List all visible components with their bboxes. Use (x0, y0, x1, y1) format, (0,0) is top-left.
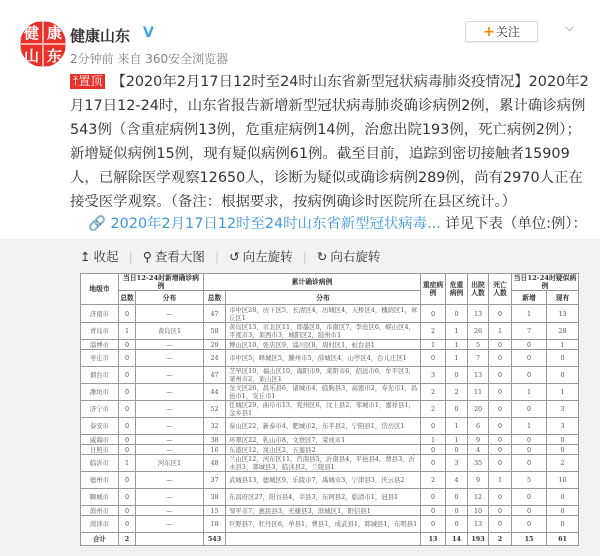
cell-cum-total: 32 (204, 418, 226, 435)
cell-severe: 0 (421, 506, 446, 516)
cell-deaths: 0 (489, 305, 512, 323)
table-row (81, 489, 579, 506)
cell-deaths: 2 (489, 533, 512, 546)
cell-severe: 0 (421, 489, 446, 506)
cell-new-dist: — (136, 445, 204, 455)
cell-critical: 0 (446, 516, 468, 533)
cell-severe: 1 (421, 435, 446, 445)
cell-critical: 1 (446, 418, 468, 435)
cell-cum-dist: 泰山区22，新泰市4，肥城市2，东平县2，宁阳县1，岱岳区1 (226, 418, 421, 435)
cell-new-total: 0 (119, 305, 136, 323)
cell-sus-cur: 10 (547, 472, 579, 489)
cell-sus-new: 0 (512, 435, 547, 445)
header-suspect-group: 当日12-24时疑似病例 (512, 274, 579, 291)
divider: | (128, 248, 133, 264)
cell-discharged: 4 (468, 445, 489, 455)
cell-discharged: 13 (468, 367, 489, 384)
table-row (81, 401, 579, 418)
table-row (81, 516, 579, 533)
cell-severe: 0 (421, 350, 446, 367)
cell-critical: 2 (446, 384, 468, 401)
table-row (81, 506, 579, 516)
author-name[interactable]: 健康山东 (70, 27, 131, 45)
cell-deaths: 0 (489, 340, 512, 350)
cell-city: 烟台市 (81, 367, 119, 384)
cell-sus-cur: 0 (547, 506, 579, 516)
cell-city: 滨州市 (81, 506, 119, 516)
cell-new-total: 0 (119, 401, 136, 418)
cell-sus-new: 1 (512, 418, 547, 435)
cell-deaths: 0 (489, 455, 512, 472)
cell-cum-total: 16 (204, 445, 226, 455)
avatar-char: 健 (20, 21, 43, 44)
cell-new-total: 0 (119, 472, 136, 489)
cell-city: 枣庄市 (81, 350, 119, 367)
table-row (81, 340, 579, 350)
cell-sus-new: 1 (512, 305, 547, 323)
cell-cum-total: 37 (204, 472, 226, 489)
cell-new-dist: — (136, 350, 204, 367)
cell-critical: 0 (446, 305, 468, 323)
rotate-left-icon: ↺ (229, 248, 240, 264)
cell-new-total: 0 (119, 435, 136, 445)
pin-label: 置顶 (78, 74, 103, 88)
cell-deaths: 0 (489, 418, 512, 435)
cell-critical: 4 (446, 472, 468, 489)
header-discharged: 出院人数 (468, 274, 489, 305)
cell-sus-new: 15 (512, 533, 547, 546)
cell-deaths: 0 (489, 401, 512, 418)
cell-deaths: 0 (489, 506, 512, 516)
post-meta: 2分钟前 来自 360安全浏览器 (70, 52, 229, 66)
cell-new-total: 1 (119, 455, 136, 472)
cell-sus-new: 0 (512, 516, 547, 533)
cell-deaths: 1 (489, 472, 512, 489)
table-row (81, 472, 579, 489)
cell-new-dist: — (136, 367, 204, 384)
data-table-image[interactable] (80, 273, 578, 546)
cell-critical: 1 (446, 350, 468, 367)
header-cum-total: 总数 (204, 291, 226, 305)
cell-critical: 1 (446, 323, 468, 340)
cell-new-total: 0 (119, 445, 136, 455)
cell-new-dist: — (136, 418, 204, 435)
cell-discharged: 9 (468, 472, 489, 489)
table-row (81, 445, 579, 455)
cell-severe: 2 (421, 472, 446, 489)
cell-city: 潍坊市 (81, 384, 119, 401)
rotate-right-icon: ↻ (316, 248, 328, 264)
cell-new-total: 0 (119, 418, 136, 435)
cell-cum-total: 38 (204, 435, 226, 445)
cell-new-dist: — (136, 435, 204, 445)
cell-cum-total: 58 (204, 323, 226, 340)
table-row (81, 323, 579, 340)
rotate-left-label: 向左旋转 (242, 249, 293, 264)
table-row (81, 435, 579, 445)
divider: | (214, 248, 220, 264)
cell-city: 威海市 (81, 435, 119, 445)
cell-cum-dist: 芝罘区10，福山区10，海阳市9，莱阳市6，招远市6，牟平区3，莱州市2，莱山区1 (226, 367, 421, 384)
cell-critical: 0 (446, 506, 468, 516)
cell-discharged: 5 (468, 340, 489, 350)
cell-new-dist: — (136, 305, 204, 323)
cell-cum-total: 47 (204, 305, 226, 323)
epidemic-table (80, 273, 579, 546)
cell-severe: 2 (421, 323, 446, 340)
cell-deaths: 0 (489, 435, 512, 445)
header-suspect-current: 现有 (547, 291, 579, 305)
media-panel (0, 239, 600, 556)
cell-cum-total: 47 (204, 367, 226, 384)
cell-cum-dist: 博山区10，张店区9，淄川区8，周村区1，桓台县1 (226, 340, 421, 350)
author-avatar[interactable] (20, 21, 66, 67)
cell-new-total: 0 (119, 506, 136, 516)
cell-new-dist: — (136, 340, 204, 350)
table-row (81, 305, 579, 323)
table-row (81, 455, 579, 472)
cell-cum-dist: 黄岛区13，市北区11，即墨区8，市南区7，李沧区6，崂山区4，平度市3，莱西市3，城阳区2，胶州市1 (226, 323, 421, 340)
cell-city: 泰安市 (81, 418, 119, 435)
collapse-label: 收起 (93, 249, 119, 264)
cell-sus-new: 7 (512, 323, 547, 340)
pinned-badge: ⤒置顶 (70, 74, 105, 89)
cell-cum-dist: 市中区28，历下区5，长清区4，历城区4，天桥区4，槐荫区1，章丘区1 (226, 305, 421, 323)
cell-new-total: 1 (119, 323, 136, 340)
link-text: 2020年2月17日12时至24时山东省新型冠状病毒... (110, 216, 441, 232)
follow-button[interactable] (465, 21, 538, 42)
cell-cum-total: 38 (204, 489, 226, 506)
cell-discharged: 20 (468, 401, 489, 418)
link-suffix: 详见下表（单位:例）： (445, 216, 587, 232)
header-critical: 危重病例 (446, 274, 468, 305)
cell-city: 菏泽市 (81, 516, 119, 533)
cell-city: 日照市 (81, 445, 119, 455)
cell-sus-new: 0 (512, 367, 547, 384)
image-toolbar (80, 247, 600, 265)
cell-cum-dist: 邹平市7，惠民县3，无棣县3，滨城区1，阳信县1 (226, 506, 421, 516)
cell-sus-new: 0 (512, 340, 547, 350)
cell-deaths: 0 (489, 350, 512, 367)
cell-sus-new: 0 (512, 350, 547, 367)
cell-new-dist: — (136, 401, 204, 418)
cell-sus-cur: 2 (547, 455, 579, 472)
cell-discharged: 6 (468, 418, 489, 435)
cell-cum-total: 543 (204, 533, 226, 546)
header-new-group: 当日12-24时新增确诊病例 (119, 274, 204, 291)
table-total-row (81, 533, 579, 546)
cell-discharged: 12 (468, 489, 489, 506)
cell-sus-cur: 3 (547, 418, 579, 435)
cell-new-dist: 黄岛区1 (136, 323, 204, 340)
avatar-char: 东 (43, 44, 66, 67)
plus-icon: + (483, 23, 495, 40)
cell-new-total: 0 (119, 367, 136, 384)
header-suspect-new: 新增 (512, 291, 547, 305)
cell-new-total: 0 (119, 384, 136, 401)
cell-sus-cur: 0 (547, 367, 579, 384)
cell-sus-new: 1 (512, 384, 547, 401)
cell-sus-cur: 0 (547, 350, 579, 367)
cell-sus-cur: 0 (547, 435, 579, 445)
header-new-total: 总数 (119, 291, 136, 305)
header-severe: 重症病例 (421, 274, 446, 305)
cell-discharged: 13 (468, 516, 489, 533)
avatar-char: 山 (20, 44, 43, 67)
header-deaths: 死亡人数 (489, 274, 512, 305)
cell-new-dist: 河东区1 (136, 455, 204, 472)
cell-sus-new: 0 (512, 455, 547, 472)
cell-deaths: 0 (489, 384, 512, 401)
rotate-right-label: 向右旋转 (330, 249, 381, 264)
post-link-line (88, 214, 593, 239)
cell-critical: 1 (446, 340, 468, 350)
cell-critical: 0 (446, 367, 468, 384)
cell-city: 济宁市 (81, 401, 119, 418)
table-row (81, 384, 579, 401)
cell-cum-dist: 巨野县7，牡丹区6，单县1，曹县1，成武县1，郓城县1，东明县1 (226, 516, 421, 533)
cell-city: 合计 (81, 533, 119, 546)
cell-cum-dist (226, 533, 421, 546)
cell-cum-total: 48 (204, 455, 226, 472)
post-header (0, 0, 600, 70)
cell-critical: 0 (446, 401, 468, 418)
cell-new-dist: — (136, 384, 204, 401)
cell-cum-dist: 市中区5，峄城区5，滕州市5，薛城区4，山亭区4，台儿庄区1 (226, 350, 421, 367)
cell-new-total: 0 (119, 516, 136, 533)
cell-cum-dist: 任城区29，曲阜市13，兖州区6，汶上县2，邹城市1，嘉祥县1，金乡县1 (226, 401, 421, 418)
cell-deaths: 0 (489, 367, 512, 384)
search-icon: ⚲ (142, 248, 152, 264)
cell-severe: 0 (421, 445, 446, 455)
cell-sus-cur: 28 (547, 323, 579, 340)
cell-sus-cur: 1 (547, 384, 579, 401)
cell-sus-cur: 0 (547, 516, 579, 533)
cell-new-dist: — (136, 516, 204, 533)
cell-severe: 0 (421, 418, 446, 435)
cell-cum-total: 24 (204, 350, 226, 367)
cell-sus-new: 0 (512, 401, 547, 418)
cell-discharged: 10 (468, 506, 489, 516)
cell-new-dist: — (136, 489, 204, 506)
chevron-down-icon[interactable]: ⌵ (565, 20, 575, 34)
cell-sus-new: 0 (512, 489, 547, 506)
cell-critical: 0 (446, 489, 468, 506)
cell-new-total: 0 (119, 350, 136, 367)
rotate-left-button[interactable] (229, 247, 293, 265)
cell-new-dist (136, 533, 204, 546)
cell-city: 淄博市 (81, 340, 119, 350)
cell-severe: 2 (421, 401, 446, 418)
header-cum-group: 累计确诊病例 (204, 274, 421, 291)
post-text: 【2020年2月17日12时至24时山东省新型冠状病毒肺炎疫情况】2020年2月17日12-24时，山东省报告新增新型冠状病毒肺炎确诊病例2例，累计确诊病例543例（含重症病例13例，危重症病例14例，治愈出院193例，死亡病例2例）；新增疑似病例15例，现有疑似病例61例。截至目前，追踪到密切接触者15909人，已解除医学观察12650人，诊断为疑似或确诊病例289例，尚有2970人正在接受医学观察。（备注：根据要求，按病例确诊时医院所在县区统计。） (70, 74, 589, 210)
header-new-dist: 分布 (136, 291, 204, 305)
cell-sus-cur: 0 (547, 489, 579, 506)
view-large-label: 查看大图 (154, 249, 205, 264)
cell-cum-dist: 兰山区12，河东区11，莒南县5，沂南县4，平邑县4，费县3，沂水县3，郯城县3，临沭县2，兰陵县1 (226, 455, 421, 472)
table-row (81, 350, 579, 367)
cell-city: 青岛市 (81, 323, 119, 340)
cell-cum-dist: 环翠区22，乳山市8，文登区7，荣成市1 (226, 435, 421, 445)
cell-discharged: 11 (468, 384, 489, 401)
cell-severe: 0 (421, 305, 446, 323)
follow-label: 关注 (495, 25, 520, 39)
cell-sus-new: 5 (512, 472, 547, 489)
cell-deaths: 1 (489, 323, 512, 340)
cell-severe: 2 (421, 384, 446, 401)
cell-discharged: 35 (468, 455, 489, 472)
cell-critical: 0 (446, 445, 468, 455)
view-large-button[interactable] (143, 247, 205, 265)
cell-discharged: 193 (468, 533, 489, 546)
cell-new-dist: — (136, 506, 204, 516)
cell-critical: 3 (446, 455, 468, 472)
cell-deaths: 0 (489, 445, 512, 455)
header-city: 地级市 (81, 274, 119, 305)
cell-city: 临沂市 (81, 455, 119, 472)
cell-discharged: 26 (468, 323, 489, 340)
cell-deaths: 0 (489, 489, 512, 506)
table-row (81, 367, 579, 384)
cell-cum-total: 18 (204, 516, 226, 533)
cell-new-total: 2 (119, 533, 136, 546)
cell-discharged: 9 (468, 435, 489, 445)
cell-sus-cur: 13 (547, 305, 579, 323)
cell-severe: 0 (421, 455, 446, 472)
cell-new-total: 0 (119, 489, 136, 506)
avatar-char: 康 (43, 21, 66, 44)
link-icon: 🔗 (88, 216, 106, 232)
rotate-right-button[interactable] (317, 247, 381, 265)
divider: | (302, 248, 307, 264)
post-body (70, 70, 590, 214)
collapse-button[interactable] (80, 247, 119, 265)
cell-severe: 3 (421, 367, 446, 384)
cell-cum-total: 44 (204, 384, 226, 401)
cell-cum-dist: 武城县13，德城区9，乐陵市7，禹城市3，宁津县3，庆云县2 (226, 472, 421, 489)
cell-city: 济南市 (81, 305, 119, 323)
cell-city: 聊城市 (81, 489, 119, 506)
cell-sus-cur: 61 (547, 533, 579, 546)
cell-sus-cur: 1 (547, 340, 579, 350)
cell-severe: 0 (421, 516, 446, 533)
cell-critical: 14 (446, 533, 468, 546)
cell-severe: 13 (421, 533, 446, 546)
verified-icon: V (143, 25, 154, 41)
cell-discharged: 7 (468, 350, 489, 367)
cell-cum-total: 15 (204, 506, 226, 516)
cell-cum-dist: 东昌府区27，阳谷县4，莘县3，东阿县2，临清市1，冠县1 (226, 489, 421, 506)
cell-cum-dist: 东港区12，岚山区2，五莲县2 (226, 445, 421, 455)
cell-sus-new: 0 (512, 506, 547, 516)
cell-discharged: 13 (468, 305, 489, 323)
cell-cum-total: 29 (204, 340, 226, 350)
cell-critical: 1 (446, 435, 468, 445)
cell-city: 德州市 (81, 472, 119, 489)
arrow-up-icon: ↥ (80, 248, 91, 264)
cell-new-dist: — (136, 472, 204, 489)
cell-sus-cur: 0 (547, 445, 579, 455)
cell-cum-total: 52 (204, 401, 226, 418)
table-row (81, 418, 579, 435)
cell-severe: 1 (421, 340, 446, 350)
cell-cum-dist: 奎文区26，昌乐县6，诸城市4，临朐县3，高密市2，寿光市1，昌邑市1，安丘市1 (226, 384, 421, 401)
header-cum-dist: 分布 (226, 291, 421, 305)
cell-new-total: 0 (119, 340, 136, 350)
cell-deaths: 0 (489, 516, 512, 533)
cell-sus-new: 0 (512, 445, 547, 455)
article-link[interactable] (88, 216, 441, 232)
cell-sus-cur: 3 (547, 401, 579, 418)
